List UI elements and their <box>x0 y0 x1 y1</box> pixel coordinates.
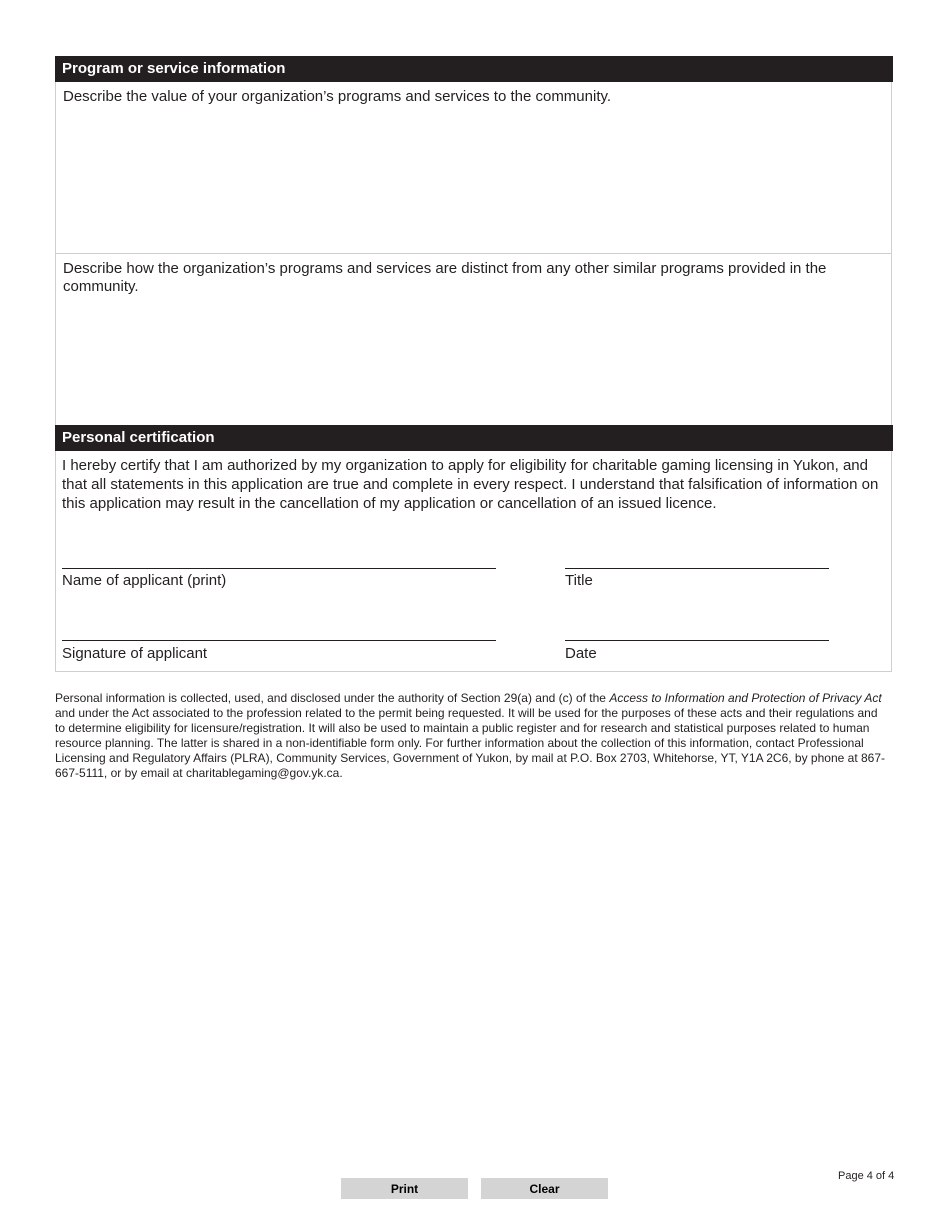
privacy-notice-text: Personal information is collected, used, and disclosed under the authority of Section 29(a) and (c) of the <box>55 691 610 705</box>
date-line <box>565 640 829 641</box>
program-section-header: Program or service information <box>55 56 893 82</box>
value-field <box>56 82 891 253</box>
page-number: Page 4 of 4 <box>838 1170 895 1182</box>
privacy-notice <box>55 691 890 781</box>
date-input[interactable] <box>565 619 828 639</box>
print-button[interactable]: Print <box>341 1178 468 1199</box>
certification-section-header: Personal certification <box>55 425 893 451</box>
certification-statement: I hereby certify that I am authorized by my organization to apply for eligibility for charitable gaming licensing in Yukon, and that all statements in this application are true and complete in every respect. I understand that falsification of information on this application may result in the cancellation of my application or cancellation of an issued licence. <box>62 457 879 512</box>
applicant-name-line <box>62 568 496 569</box>
signature-line <box>62 640 496 641</box>
title-label: Title <box>565 572 593 589</box>
applicant-name-label: Name of applicant (print) <box>62 572 227 589</box>
value-question: Describe the value of your organization’s programs and services to the community. <box>63 88 612 105</box>
distinct-field <box>56 254 891 424</box>
distinct-question: Describe how the organization’s programs and services are distinct from any other similar programs provided in the community. <box>63 260 827 295</box>
distinct-answer-input[interactable] <box>63 300 884 430</box>
title-line <box>565 568 829 569</box>
value-answer-input[interactable] <box>63 110 884 240</box>
clear-button[interactable]: Clear <box>481 1178 608 1199</box>
privacy-notice-text-continued: and under the Act associated to the profession related to the permit being requested. It will be used for the purposes of these acts and their regulations and to determine eligibility for licensure/registration. It will also be used to maintain a public register and for research and statistical purposes related to human resource planning. The latter is shared in a non-identifiable form only. For further information about the collection of this information, contact Professional Licensing and Regulatory Affairs (PLRA), Community Services, Government of Yukon, by mail at P.O. Box 2703, Whitehorse, YT, Y1A 2C6, by phone at 867-667-5111, or by email at charitablegaming@gov.yk.ca. <box>55 706 885 780</box>
signature-label: Signature of applicant <box>62 645 208 662</box>
applicant-name-input[interactable] <box>62 548 495 568</box>
title-input[interactable] <box>565 548 828 568</box>
date-label: Date <box>565 645 597 662</box>
act-name: Access to Information and Protection of Privacy Act <box>609 691 882 705</box>
signature-input[interactable] <box>62 619 495 639</box>
